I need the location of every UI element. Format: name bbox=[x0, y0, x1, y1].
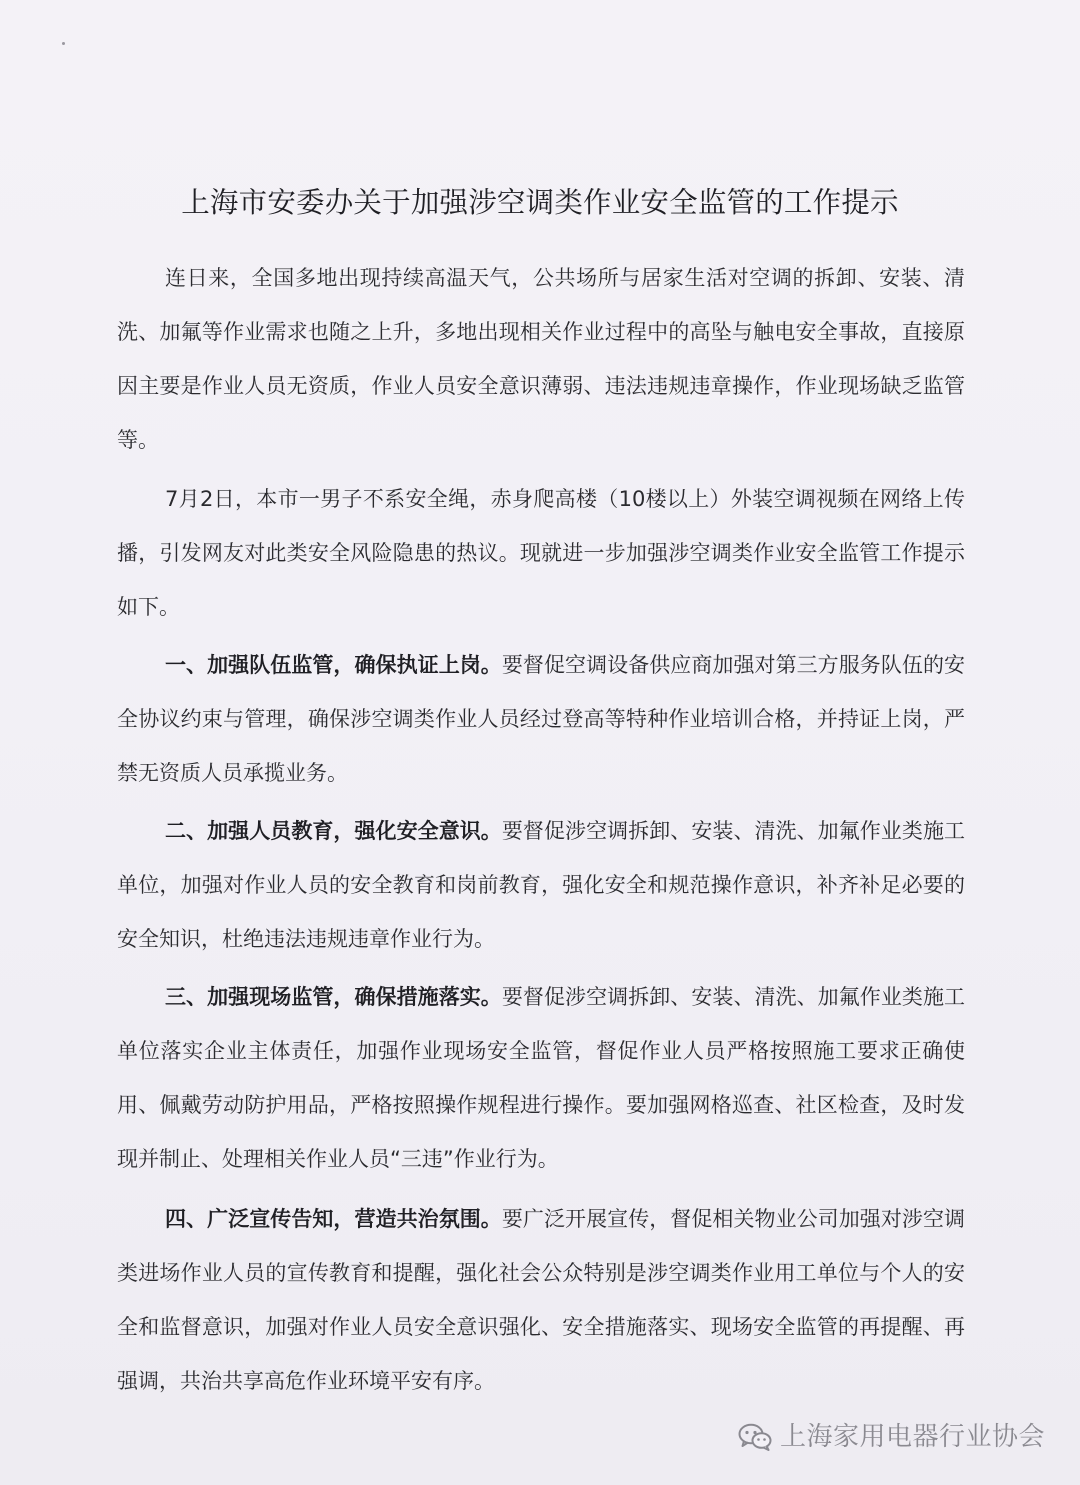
source-watermark bbox=[738, 1417, 1045, 1457]
paragraph-point-1 bbox=[117, 638, 965, 800]
point-heading: 四、广泛宣传告知，营造共治氛围。 bbox=[165, 1207, 502, 1231]
document-title: 上海市安委办关于加强涉空调类作业安全监管的工作提示 bbox=[181, 186, 899, 219]
paragraph-point-4 bbox=[117, 1192, 965, 1408]
paragraph-point-3 bbox=[117, 970, 965, 1186]
paragraph-intro bbox=[117, 251, 965, 467]
paragraph-text: 7月2日，本市一男子不系安全绳，赤身爬高楼（10楼以上）外装空调视频在网络上传播，引发网友对此类安全风险隐患的热议。现就进一步加强涉空调类作业安全监管工作提示如下。 bbox=[117, 487, 965, 619]
wechat-icon bbox=[738, 1423, 772, 1451]
paragraph-text: 要广泛开展宣传，督促相关物业公司加强对涉空调类进场作业人员的宣传教育和提醒，强化社会公众特别是涉空调类作业用工单位与个人的安全和监督意识，加强对作业人员安全意识强化、安全措施落实、现场安全监管的再提醒、再强调，共治共享高危作业环境平安有序。 bbox=[117, 1207, 966, 1393]
point-heading: 二、加强人员教育，强化安全意识。 bbox=[165, 819, 502, 843]
paragraph-text: 连日来，全国多地出现持续高温天气，公共场所与居家生活对空调的拆卸、安装、清洗、加氟等作业需求也随之上升，多地出现相关作业过程中的高坠与触电安全事故，直接原因主要是作业人员无资质，作业人员安全意识薄弱、违法违规违章操作，作业现场缺乏监管等。 bbox=[117, 266, 965, 452]
paragraph-text: 要督促涉空调拆卸、安装、清洗、加氟作业类施工单位落实企业主体责任，加强作业现场安全监管，督促作业人员严格按照施工要求正确使用、佩戴劳动防护用品，严格按照操作规程进行操作。要加强网格巡查、社区检查，及时发现并制止、处理相关作业人员“三违”作业行为。 bbox=[117, 985, 966, 1171]
paragraph-incident bbox=[117, 472, 965, 634]
paragraph-text: 要督促涉空调拆卸、安装、清洗、加氟作业类施工单位，加强对作业人员的安全教育和岗前教育，强化安全和规范操作意识，补齐补足必要的安全知识，杜绝违法违规违章作业行为。 bbox=[117, 819, 966, 951]
paragraph-text: 要督促空调设备供应商加强对第三方服务队伍的安全协议约束与管理，确保涉空调类作业人员经过登高等特种作业培训合格，并持证上岗，严禁无资质人员承揽业务。 bbox=[117, 653, 966, 785]
paper-speck bbox=[62, 42, 65, 45]
paragraph-point-2 bbox=[117, 804, 965, 966]
point-heading: 三、加强现场监管，确保措施落实。 bbox=[165, 985, 502, 1009]
watermark-text: 上海家用电器行业协会 bbox=[780, 1422, 1046, 1452]
point-heading: 一、加强队伍监管，确保执证上岗。 bbox=[165, 653, 502, 677]
